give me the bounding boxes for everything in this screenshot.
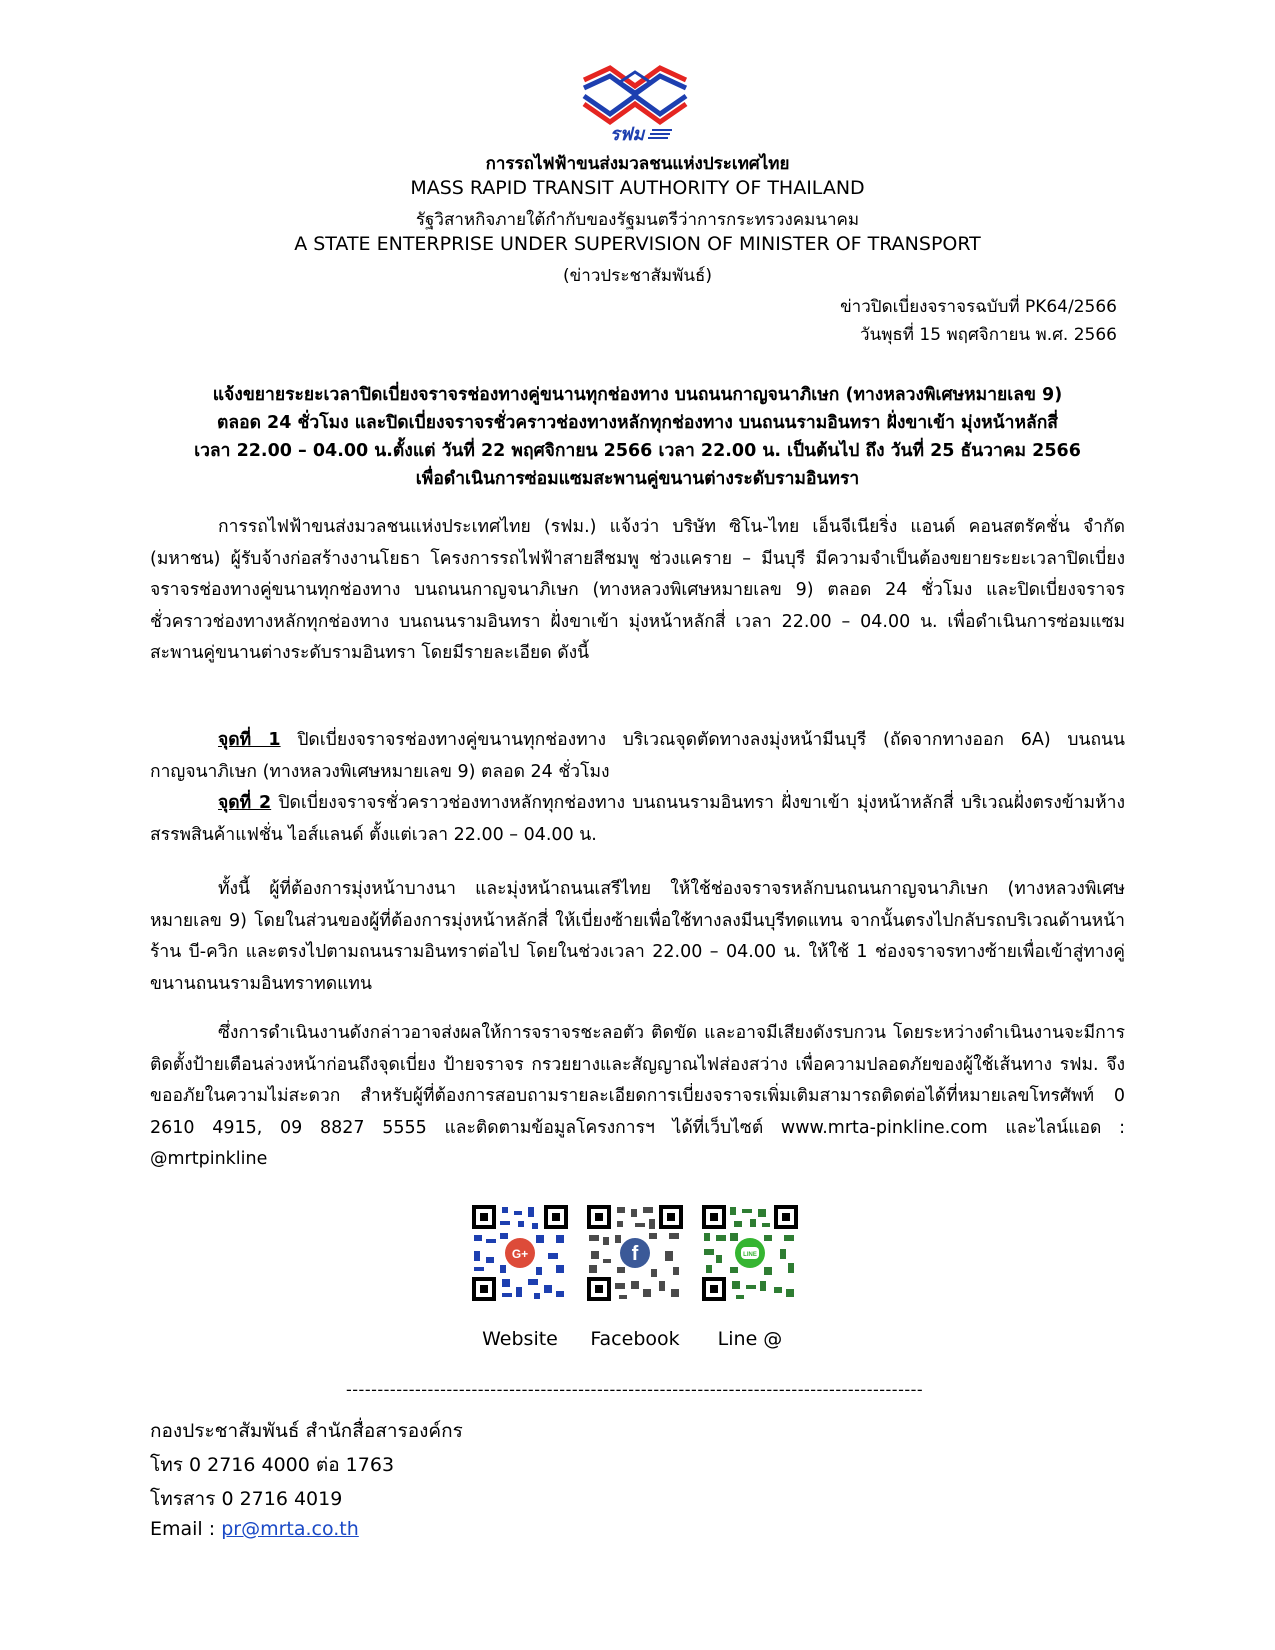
svg-text:f: f <box>631 1243 639 1265</box>
line-label: Line @ <box>717 1328 783 1350</box>
supervision-thai: รัฐวิสาหกิจภายใต้กำกับของรัฐมนตรีว่าการกระทรวงคมนาคม <box>415 210 860 230</box>
headline-line: เพื่อดำเนินการซ่อมแซมสะพานคู่ขนานต่างระดับรามอินทรา <box>415 469 860 489</box>
paragraph-intro: การรถไฟฟ้าขนส่งมวลชนแห่งประเทศไทย (รฟม.) แจ้งว่า บริษัท ซิโน-ไทย เอ็นจีเนียริ่ง แอนด์ คอนสตรัคชั่น จำกัด (มหาชน) ผู้รับจ้างก่อสร้างงานโยธา โครงการรถไฟฟ้าสายสีชมพู ช่วงแคราย – มีนบุรี มีความจำเป็นต้องขยายระยะเวลาปิดเบี่ยงจราจรช่องทางคู่ขนานทุกช่องทาง บนถนนกาญจนาภิเษก (ทางหลวงพิเศษหมายเลข 9) ตลอด 24 ชั่วโมง และปิดเบี่ยงจราจรชั่วคราวช่องทางหลักทุกช่องทาง บนถนนรามอินทรา ฝั่งขาเข้า มุ่งหน้าหลักสี่ เวลา 22.00 – 04.00 น. เพื่อดำเนินการซ่อมแซมสะพานคู่ขนานต่างระดับรามอินทรา โดยมีรายละเอียด ดังนี้ <box>150 517 1125 664</box>
mrta-logo <box>580 62 690 144</box>
headline-line: เวลา 22.00 – 04.00 น.ตั้งแต่ วันที่ 22 พฤศจิกายน 2566 เวลา 22.00 น. เป็นต้นไป ถึง วันที่ 25 ธันวาคม 2566 <box>194 441 1081 461</box>
email-label: Email : <box>150 1518 222 1540</box>
contact-office: กองประชาสัมพันธ์ สำนักสื่อสารองค์กร <box>150 1420 463 1442</box>
line-qr-icon <box>700 1203 800 1303</box>
website-qr-icon <box>470 1203 570 1303</box>
org-name-thai: การรถไฟฟ้าขนส่งมวลชนแห่งประเทศไทย <box>485 154 790 174</box>
facebook-qr-code[interactable] <box>585 1203 685 1303</box>
headline-line: แจ้งขยายระยะเวลาปิดเบี่ยงจราจรช่องทางคู่ขนานทุกช่องทาง บนถนนกาญจนาภิเษก (ทางหลวงพิเศษหมายเลข 9) <box>212 385 1063 405</box>
org-name-english: MASS RAPID TRANSIT AUTHORITY OF THAILAND <box>410 177 865 199</box>
point-1-label: จุดที่ 1 <box>218 730 281 750</box>
contact-email-row <box>150 1518 359 1540</box>
website-label: Website <box>482 1328 558 1350</box>
headline <box>80 381 1195 493</box>
reference-number: ข่าวปิดเบี่ยงจราจรฉบับที่ PK64/2566 <box>840 297 1117 317</box>
svg-text:LINE: LINE <box>743 1252 757 1258</box>
facebook-label: Facebook <box>590 1328 680 1350</box>
dashed-divider: -------------------------------------------------------------------------------------------- <box>346 1380 924 1399</box>
svg-text:G+: G+ <box>511 1247 529 1261</box>
email-link[interactable]: pr@mrta.co.th <box>221 1518 359 1540</box>
svg-text:รฟม: รฟม <box>610 124 645 144</box>
closure-point-2 <box>150 788 1125 851</box>
closure-point-1 <box>150 725 1125 788</box>
line-qr-code[interactable] <box>700 1203 800 1303</box>
contact-phone: โทร 0 2716 4000 ต่อ 1763 <box>150 1454 395 1476</box>
point-2-text: ปิดเบี่ยงจราจรชั่วคราวช่องทางหลักทุกช่องทาง บนถนนรามอินทรา ฝั่งขาเข้า มุ่งหน้าหลักสี่ บริเวณฝั่งตรงข้ามห้างสรรพสินค้าแฟชั่น ไอส์แลนด์ ตั้งแต่เวลา 22.00 – 04.00 น. <box>150 793 1125 845</box>
mrta-logo-icon <box>580 62 690 144</box>
document-type: (ข่าวประชาสัมพันธ์) <box>563 266 712 286</box>
supervision-english: A STATE ENTERPRISE UNDER SUPERVISION OF MINISTER OF TRANSPORT <box>294 233 981 255</box>
website-qr-code[interactable] <box>470 1203 570 1303</box>
paragraph-notice: ซึ่งการดำเนินงานดังกล่าวอาจส่งผลให้การจราจรชะลอตัว ติดขัด และอาจมีเสียงดังรบกวน โดยระหว่างดำเนินงานจะมีการติดตั้งป้ายเตือนล่วงหน้าก่อนถึงจุดเบี่ยง ป้ายจราจร กรวยยางและสัญญาณไฟส่องสว่าง เพื่อความปลอดภัยของผู้ใช้เส้นทาง รฟม. จึงขออภัยในความไม่สะดวก สำหรับผู้ที่ต้องการสอบถามรายละเอียดการเบี่ยงจราจรเพิ่มเติมสามารถติดต่อได้ที่หมายเลขโทรศัพท์ 0 2610 4915, 09 8827 5555 และติดตามข้อมูลโครงการฯ ได้ที่เว็บไซต์ www.mrta-pinkline.com และไลน์แอด : @mrtpinkline <box>150 1023 1125 1170</box>
headline-line: ตลอด 24 ชั่วโมง และปิดเบี่ยงจราจรชั่วคราวช่องทางหลักทุกช่องทาง บนถนนรามอินทรา ฝั่งขาเข้า มุ่งหน้าหลักสี่ <box>217 413 1058 433</box>
facebook-qr-icon <box>585 1203 685 1303</box>
reference-date: วันพุธที่ 15 พฤศจิกายน พ.ศ. 2566 <box>860 325 1117 345</box>
point-2-label: จุดที่ 2 <box>218 793 272 813</box>
point-1-text: ปิดเบี่ยงจราจรช่องทางคู่ขนานทุกช่องทาง บริเวณจุดตัดทางลงมุ่งหน้ามีนบุรี (ถัดจากทางออก 6A) บนถนนกาญจนาภิเษก (ทางหลวงพิเศษหมายเลข 9) ตลอด 24 ชั่วโมง <box>150 730 1125 782</box>
paragraph-detour: ทั้งนี้ ผู้ที่ต้องการมุ่งหน้าบางนา และมุ่งหน้าถนนเสรีไทย ให้ใช้ช่องจราจรหลักบนถนนกาญจนาภิเษก (ทางหลวงพิเศษหมายเลข 9) โดยในส่วนของผู้ที่ต้องการมุ่งหน้าหลักสี่ ให้เบี่ยงซ้ายเพื่อใช้ทางลงมีนบุรีทดแทน จากนั้นตรงไปกลับรถบริเวณด้านหน้าร้าน บี-ควิก และตรงไปตามถนนรามอินทราต่อไป โดยในช่วงเวลา 22.00 – 04.00 น. ให้ใช้ 1 ช่องจราจรทางซ้ายเพื่อเข้าสู่ทางคู่ขนานถนนรามอินทราทดแทน <box>150 879 1125 994</box>
contact-fax: โทรสาร 0 2716 4019 <box>150 1488 343 1510</box>
